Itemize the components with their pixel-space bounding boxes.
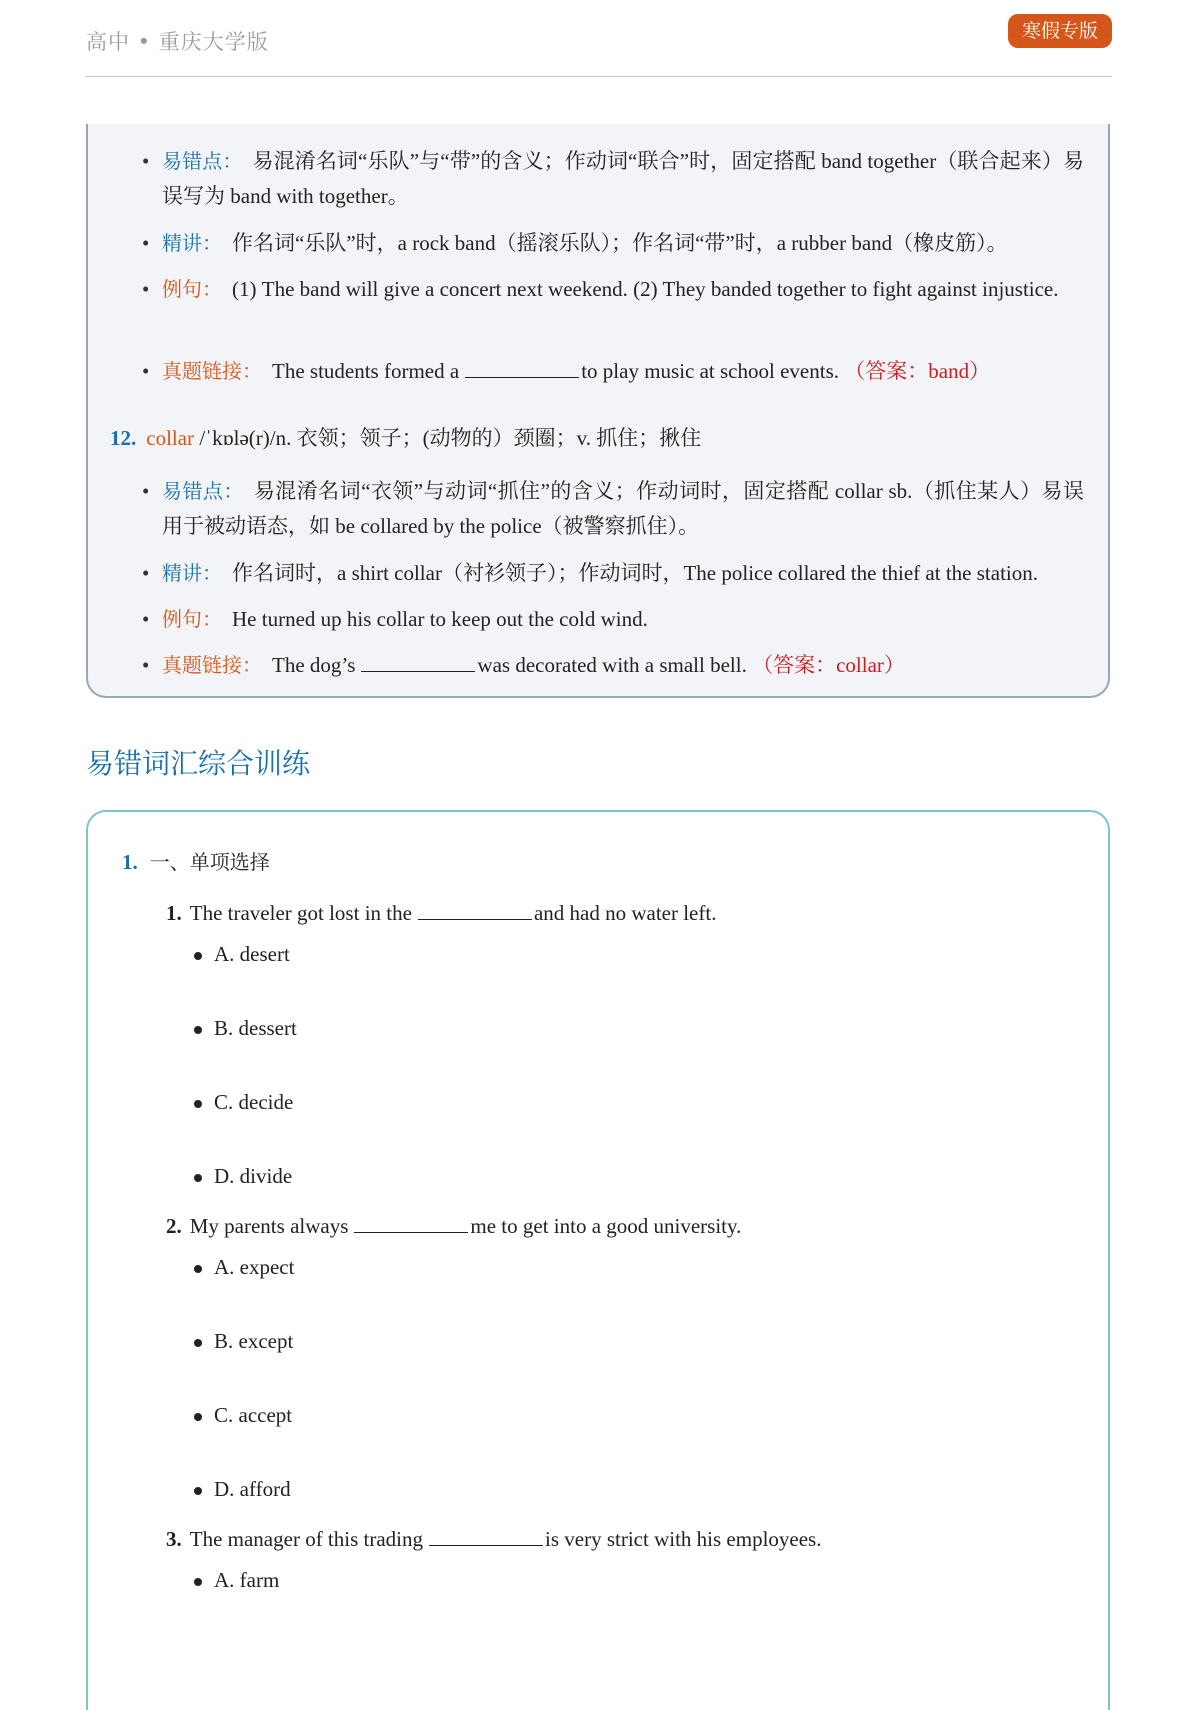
- entry12-error-point: [162, 474, 1084, 544]
- answer-blank: [418, 899, 532, 920]
- q1-option-d[interactable]: D. divide: [214, 1164, 293, 1188]
- definition: /ˈkɒlə(r)/n. 衣领；领子；(动物的）颈圈；v. 抓住；揪住: [199, 426, 702, 450]
- edition-badge: 寒假专版: [1008, 14, 1112, 48]
- exam-link-after: to play music at school events.: [581, 359, 839, 383]
- answer-blank: [429, 1525, 543, 1546]
- entry12-exam-link: [162, 648, 1084, 683]
- exam-answer: （答案：band）: [844, 359, 991, 383]
- q2-option-c[interactable]: C. accept: [214, 1403, 293, 1427]
- section-title: 易错词汇综合训练: [86, 747, 311, 780]
- question-number: 2.: [166, 1214, 182, 1238]
- question-stem-after: me to get into a good university.: [470, 1214, 742, 1238]
- part-heading: [122, 846, 270, 875]
- example-text: (1) The band will give a concert next weekend. (2) They banded together to fight against injustice.: [232, 277, 1059, 301]
- example-text: He turned up his collar to keep out the cold wind.: [232, 607, 648, 631]
- explanation-label: 精讲：: [162, 561, 222, 585]
- exam-link-label: 真题链接：: [162, 653, 262, 677]
- example-label: 例句：: [162, 277, 222, 301]
- q2-option-a[interactable]: A. expect: [214, 1255, 295, 1279]
- question-stem-after: is very strict with his employees.: [545, 1527, 822, 1551]
- question-3: [166, 1525, 821, 1552]
- exam-link-label: 真题链接：: [162, 359, 262, 383]
- entry12-example: [162, 602, 1084, 637]
- entry11-explanation: [162, 226, 1084, 261]
- headword: collar: [146, 426, 195, 450]
- question-stem-before: The traveler got lost in the: [189, 901, 412, 925]
- entry11-example: [162, 272, 1084, 307]
- page-header: [86, 0, 1112, 77]
- entry11-exam-link: [162, 354, 1084, 389]
- question-stem-before: My parents always: [189, 1214, 349, 1238]
- answer-blank: [465, 357, 579, 378]
- exam-answer: （答案：collar）: [752, 653, 905, 677]
- error-point-label: 易错点：: [162, 479, 244, 503]
- error-point-text: 易混淆名词“衣领”与动词“抓住”的含义；作动词时，固定搭配 collar sb.（抓住某人）易误用于被动语态，如 be collared by the police（被警察抓住）。: [162, 479, 1084, 538]
- q1-option-b[interactable]: B. dessert: [214, 1016, 297, 1040]
- explanation-label: 精讲：: [162, 231, 222, 255]
- question-stem-before: The manager of this trading: [189, 1527, 424, 1551]
- q1-option-a[interactable]: A. desert: [214, 942, 290, 966]
- example-label: 例句：: [162, 607, 222, 631]
- entry-number: 12.: [110, 426, 137, 450]
- answer-blank: [361, 651, 475, 672]
- q1-option-c[interactable]: C. decide: [214, 1090, 294, 1114]
- error-point-label: 易错点：: [162, 149, 243, 173]
- exam-link-before: The dog’s: [272, 653, 356, 677]
- question-number: 1.: [166, 901, 182, 925]
- question-1: [166, 899, 716, 926]
- explanation-text: 作名词“乐队”时，a rock band（摇滚乐队）；作名词“带”时，a rubber band（橡皮筋）。: [232, 231, 1008, 255]
- q2-option-d[interactable]: D. afford: [214, 1477, 291, 1501]
- explanation-text: 作名词时，a shirt collar（衬衫领子）；作动词时，The police collared the thief at the station.: [232, 561, 1038, 585]
- entry11-error-point: [162, 144, 1084, 214]
- answer-blank: [354, 1212, 468, 1233]
- error-point-text: 易混淆名词“乐队”与“带”的含义；作动词“联合”时，固定搭配 band together（联合起来）易误写为 band with together。: [162, 149, 1085, 208]
- q3-option-a[interactable]: A. farm: [214, 1568, 280, 1592]
- question-2: [166, 1212, 741, 1239]
- entry12-headword: [110, 421, 701, 456]
- part-title: 一、单项选择: [149, 850, 270, 874]
- part-number: 1.: [122, 850, 138, 874]
- entry12-explanation: [162, 556, 1084, 591]
- question-number: 3.: [166, 1527, 182, 1551]
- exam-link-after: was decorated with a small bell.: [477, 653, 747, 677]
- header-brand: 高中 • 重庆大学版: [86, 30, 269, 54]
- question-stem-after: and had no water left.: [533, 901, 717, 925]
- q2-option-b[interactable]: B. except: [214, 1329, 294, 1353]
- exam-link-before: The students formed a: [272, 359, 460, 383]
